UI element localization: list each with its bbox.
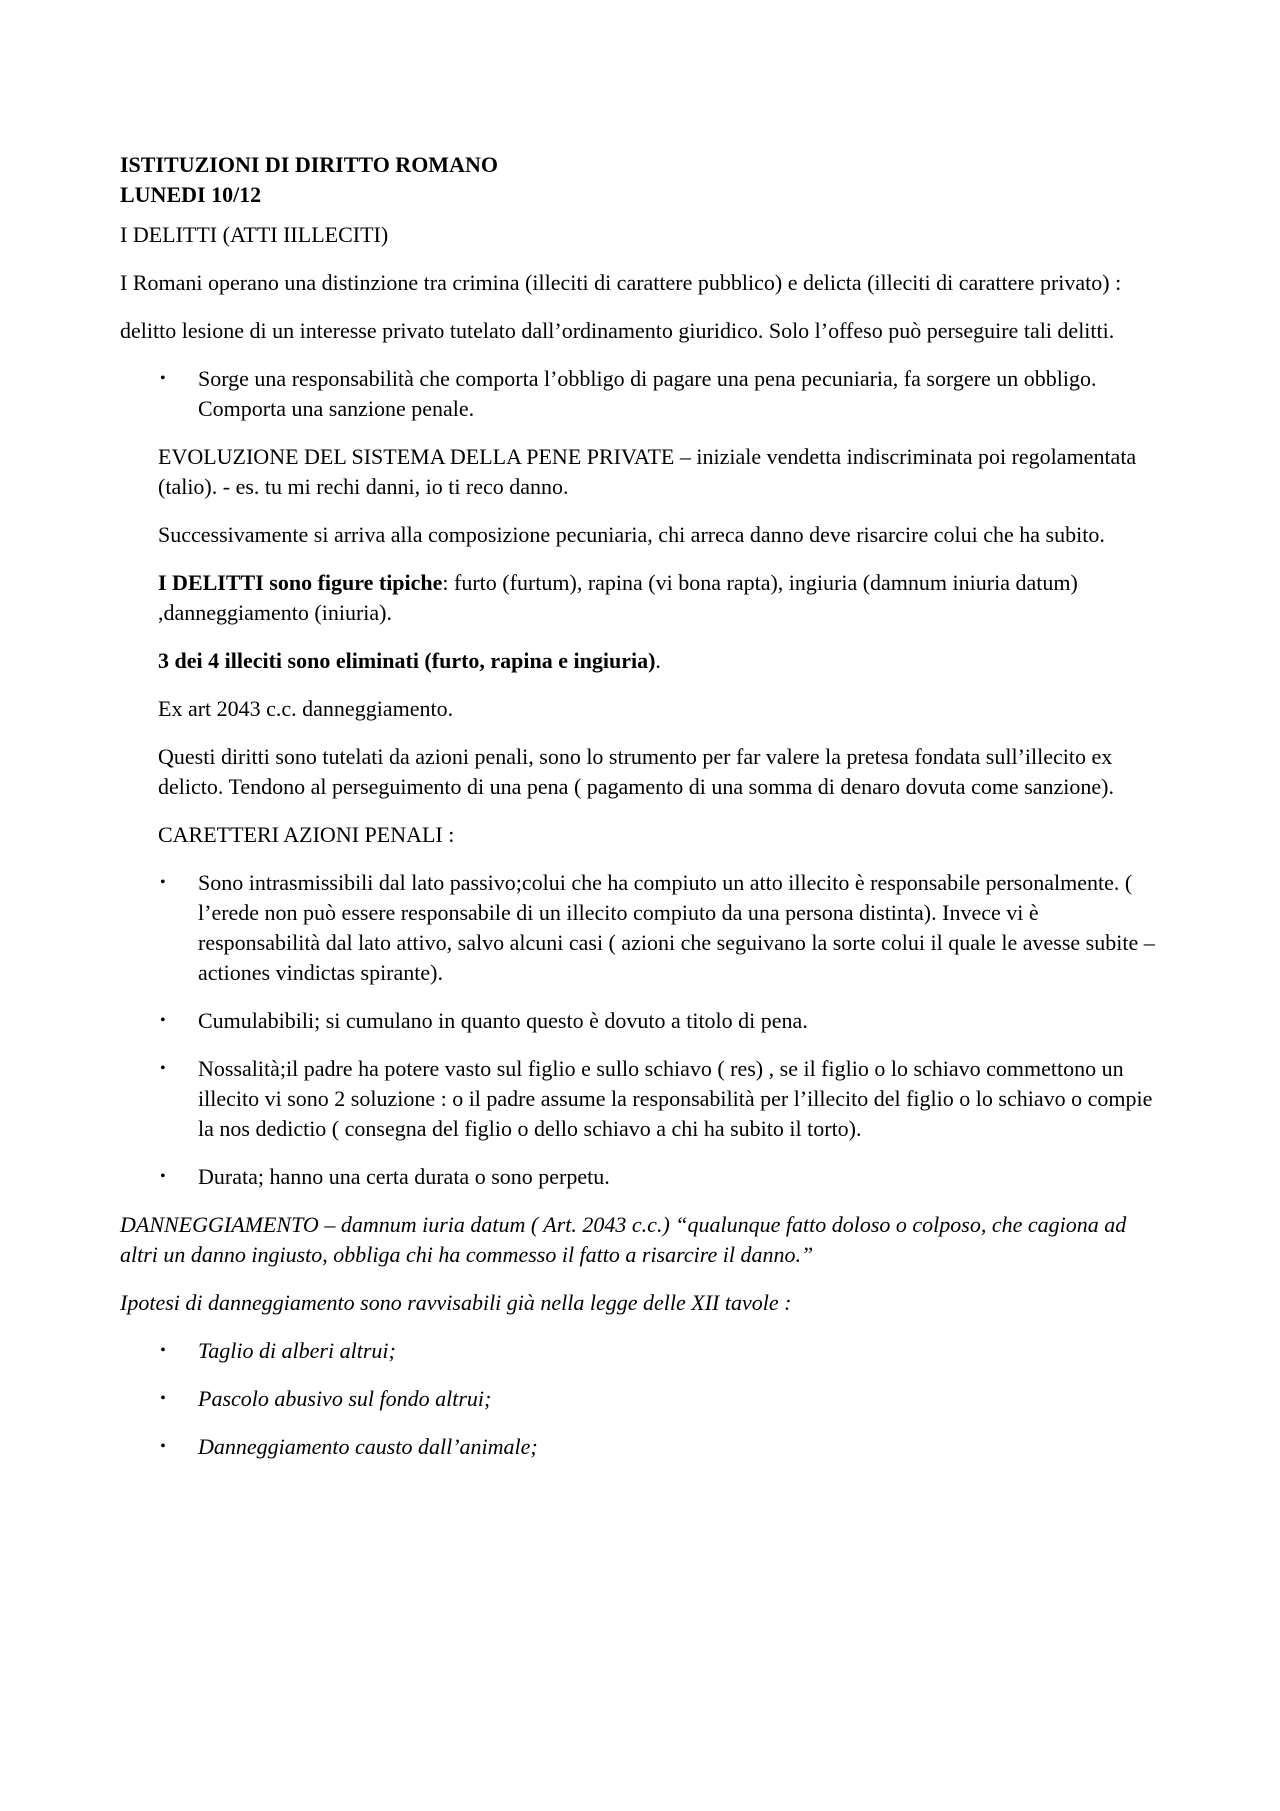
bullet-icon: • xyxy=(160,1012,166,1029)
list-item xyxy=(120,1162,1160,1192)
figures-paragraph xyxy=(158,568,1160,628)
eliminated-paragraph xyxy=(158,646,1160,676)
characters-title: CARETTERI AZIONI PENALI : xyxy=(158,822,455,847)
list-item xyxy=(120,1006,1160,1036)
section-title: I DELITTI (ATTI IILLECITI) xyxy=(120,222,389,247)
title-block xyxy=(120,150,1160,210)
list-item xyxy=(120,868,1160,988)
bullet-icon: • xyxy=(160,1438,166,1455)
bullet-icon: • xyxy=(160,1168,166,1185)
evolution-paragraph: EVOLUZIONE DEL SISTEMA DELLA PENE PRIVATE – iniziale vendetta indiscriminata poi regolamentata (talio). - es. tu mi rechi danni, io ti reco danno. xyxy=(158,444,1137,499)
bullet-list-2 xyxy=(120,868,1160,1192)
bullet-icon: • xyxy=(160,1390,166,1407)
list-item xyxy=(120,1384,1160,1414)
bullet-list-1 xyxy=(120,364,1160,424)
list-item-text: Nossalità;il padre ha potere vasto sul figlio e sullo schiavo ( res) , se il figlio o lo schiavo commettono un illecito vi sono 2 soluzione : o il padre assume la responsabilità per l’illecito del figlio o lo schiavo o compie la nos dedictio ( consegna del figlio o dello schiavo a chi ha subito il torto). xyxy=(198,1056,1153,1141)
hypotheses-paragraph: Ipotesi di danneggiamento sono ravvisabili già nella legge delle XII tavole : xyxy=(120,1290,792,1315)
figures-rest: : furto (furtum), rapina (vi bona rapta), ingiuria (damnum iniuria datum) ,danneggiamento (iniuria). xyxy=(158,570,1078,625)
intro-paragraph: I Romani operano una distinzione tra crimina (illeciti di carattere pubblico) e delicta (illeciti di carattere privato) : xyxy=(120,270,1122,295)
definition-paragraph: delitto lesione di un interesse privato tutelato dall’ordinamento giuridico. Solo l’offeso può perseguire tali delitti. xyxy=(120,318,1115,343)
document-date: LUNEDI 10/12 xyxy=(120,182,262,207)
actions-paragraph: Questi diritti sono tutelati da azioni penali, sono lo strumento per far valere la pretesa fondata sull’illecito ex delicto. Tendono al perseguimento di una pena ( pagamento di una somma di denaro dovuta come sanzione). xyxy=(158,744,1114,799)
list-item xyxy=(120,1432,1160,1462)
bullet-icon: • xyxy=(160,1060,166,1077)
list-item xyxy=(120,364,1160,424)
list-item xyxy=(120,1054,1160,1144)
eliminated-bold: 3 dei 4 illeciti sono eliminati (furto, rapina e ingiuria) xyxy=(158,648,656,673)
eliminated-rest: . xyxy=(655,648,661,673)
bullet-icon: • xyxy=(160,1342,166,1359)
bullet-icon: • xyxy=(160,370,166,387)
bullet-list-3 xyxy=(120,1336,1160,1462)
successive-paragraph: Successivamente si arriva alla composizione pecuniaria, chi arreca danno deve risarcire colui che ha subito. xyxy=(158,522,1105,547)
list-item-text: Sorge una responsabilità che comporta l’obbligo di pagare una pena pecuniaria, fa sorgere un obbligo. Comporta una sanzione penale. xyxy=(198,366,1097,421)
list-item-text: Sono intrasmissibili dal lato passivo;colui che ha compiuto un atto illecito è responsabile personalmente. ( l’erede non può essere responsabile di un illecito compiuto da una persona distinta). Invece vi è responsabilità dal lato attivo, salvo alcuni casi ( azioni che seguivano la sorte colui il quale le avesse subite – actiones vindictas spirante). xyxy=(198,870,1155,985)
list-item-text: Danneggiamento causto dall’animale; xyxy=(198,1434,538,1459)
list-item xyxy=(120,1336,1160,1366)
list-item-text: Pascolo abusivo sul fondo altrui; xyxy=(198,1386,492,1411)
bullet-icon: • xyxy=(160,874,166,891)
list-item-text: Taglio di alberi altrui; xyxy=(198,1338,396,1363)
list-item-text: Cumulabibili; si cumulano in quanto questo è dovuto a titolo di pena. xyxy=(198,1008,808,1033)
ex-art-paragraph: Ex art 2043 c.c. danneggiamento. xyxy=(158,696,454,721)
document-title: ISTITUZIONI DI DIRITTO ROMANO xyxy=(120,152,498,177)
list-item-text: Durata; hanno una certa durata o sono perpetu. xyxy=(198,1164,610,1189)
damage-paragraph: DANNEGGIAMENTO – damnum iuria datum ( Art. 2043 c.c.) “qualunque fatto doloso o colposo, che cagiona ad altri un danno ingiusto, obbliga chi ha commesso il fatto a risarcire il danno.” xyxy=(120,1212,1127,1267)
figures-bold: I DELITTI sono figure tipiche xyxy=(158,570,443,595)
